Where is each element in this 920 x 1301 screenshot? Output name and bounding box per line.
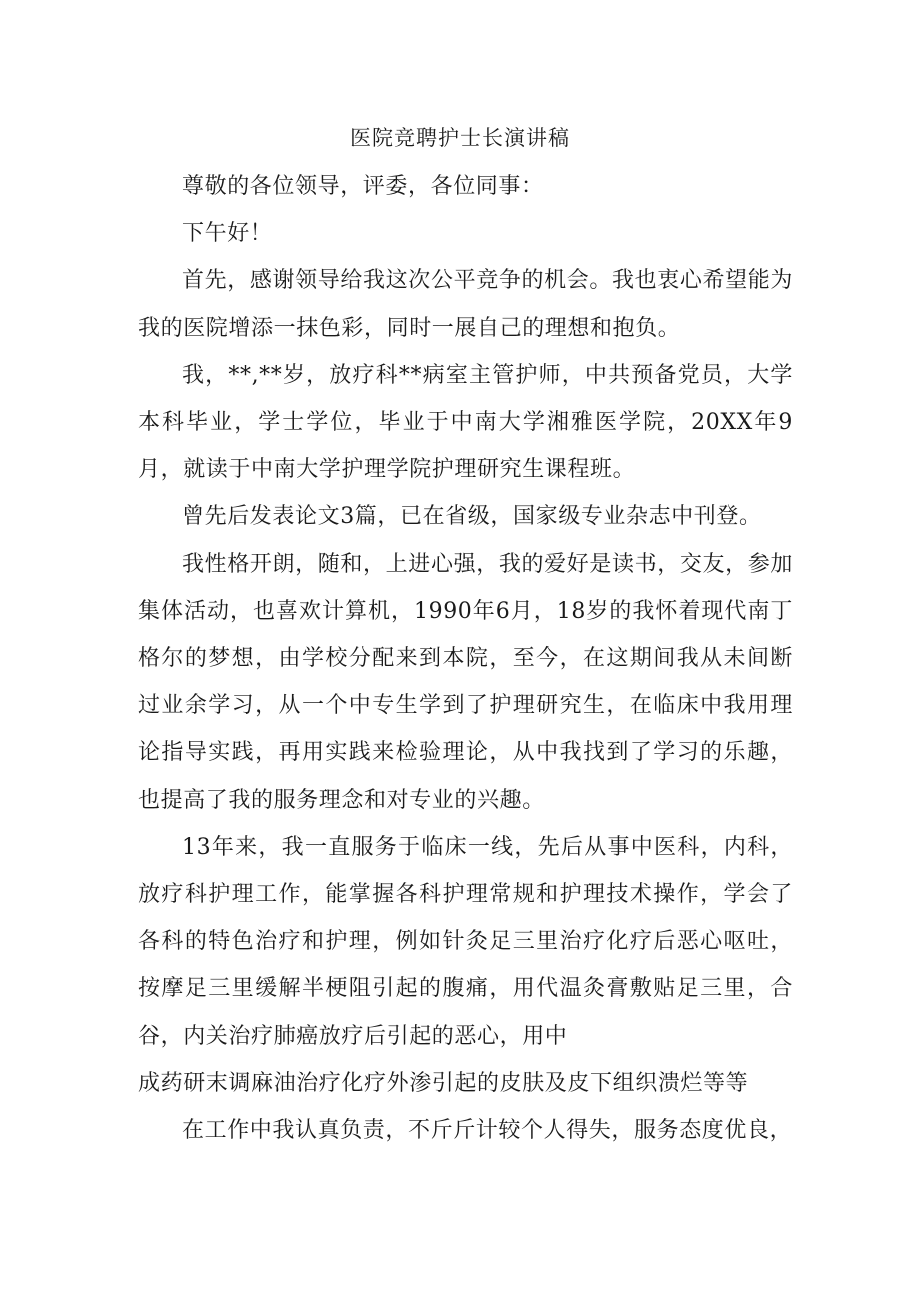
paragraph-personality: 我性格开朗，随和，上进心强，我的爱好是读书，交友，参加集体活动，也喜欢计算机，1990年6月，18岁的我怀着现代南丁格尔的梦想，由学校分配来到本院，至今，在这期间我从未间断过业余学习，从一个中专生学到了护理研究生，在临床中我用理论指导实践，再用实践来检验理论，从中我找到了学习的乐趣，也提高了我的服务理念和对专业的兴趣。 [138,551,793,813]
paragraph-salutation: 下午好！ [182,221,273,247]
paragraph-experience: 13年来，我一直服务于临床一线，先后从事中医科，内科，放疗科护理工作，能掌握各科护理常规和护理技术操作，学会了各科的特色治疗和护理，例如针灸足三里治疗化疗后恶心呕吐，按摩足三里缓解半梗阻引起的腹痛，用代温灸膏敷贴足三里，合谷，内关治疗肺癌放疗后引起的恶心，用中 [138,834,793,1049]
document-body [138,163,793,1154]
paragraph-greeting: 尊敬的各位领导，评委，各位同事： [182,174,544,199]
document-title: 医院竞聘护士长演讲稿 [350,126,570,150]
paragraph-publications: 曾先后发表论文3篇，已在省级，国家级专业杂志中刊登。 [182,504,762,530]
paragraph-thanks: 首先，感谢领导给我这次公平竞争的机会。我也衷心希望能为我的医院增添一抹色彩，同时一展自己的理想和抱负。 [138,268,793,341]
paragraph-work-attitude: 在工作中我认真负责，不斤斤计较个人得失，服务态度优良， [182,1118,793,1144]
paragraph-experience-continued: 成药研末调麻油治疗化疗外渗引起的皮肤及皮下组织溃烂等等 [138,1070,749,1096]
paragraph-introduction: 我，**,**岁，放疗科**病室主管护师，中共预备党员，大学本科毕业，学士学位，毕业于中南大学湘雅医学院，20XX年9月，就读于中南大学护理学院护理研究生课程班。 [138,362,793,483]
